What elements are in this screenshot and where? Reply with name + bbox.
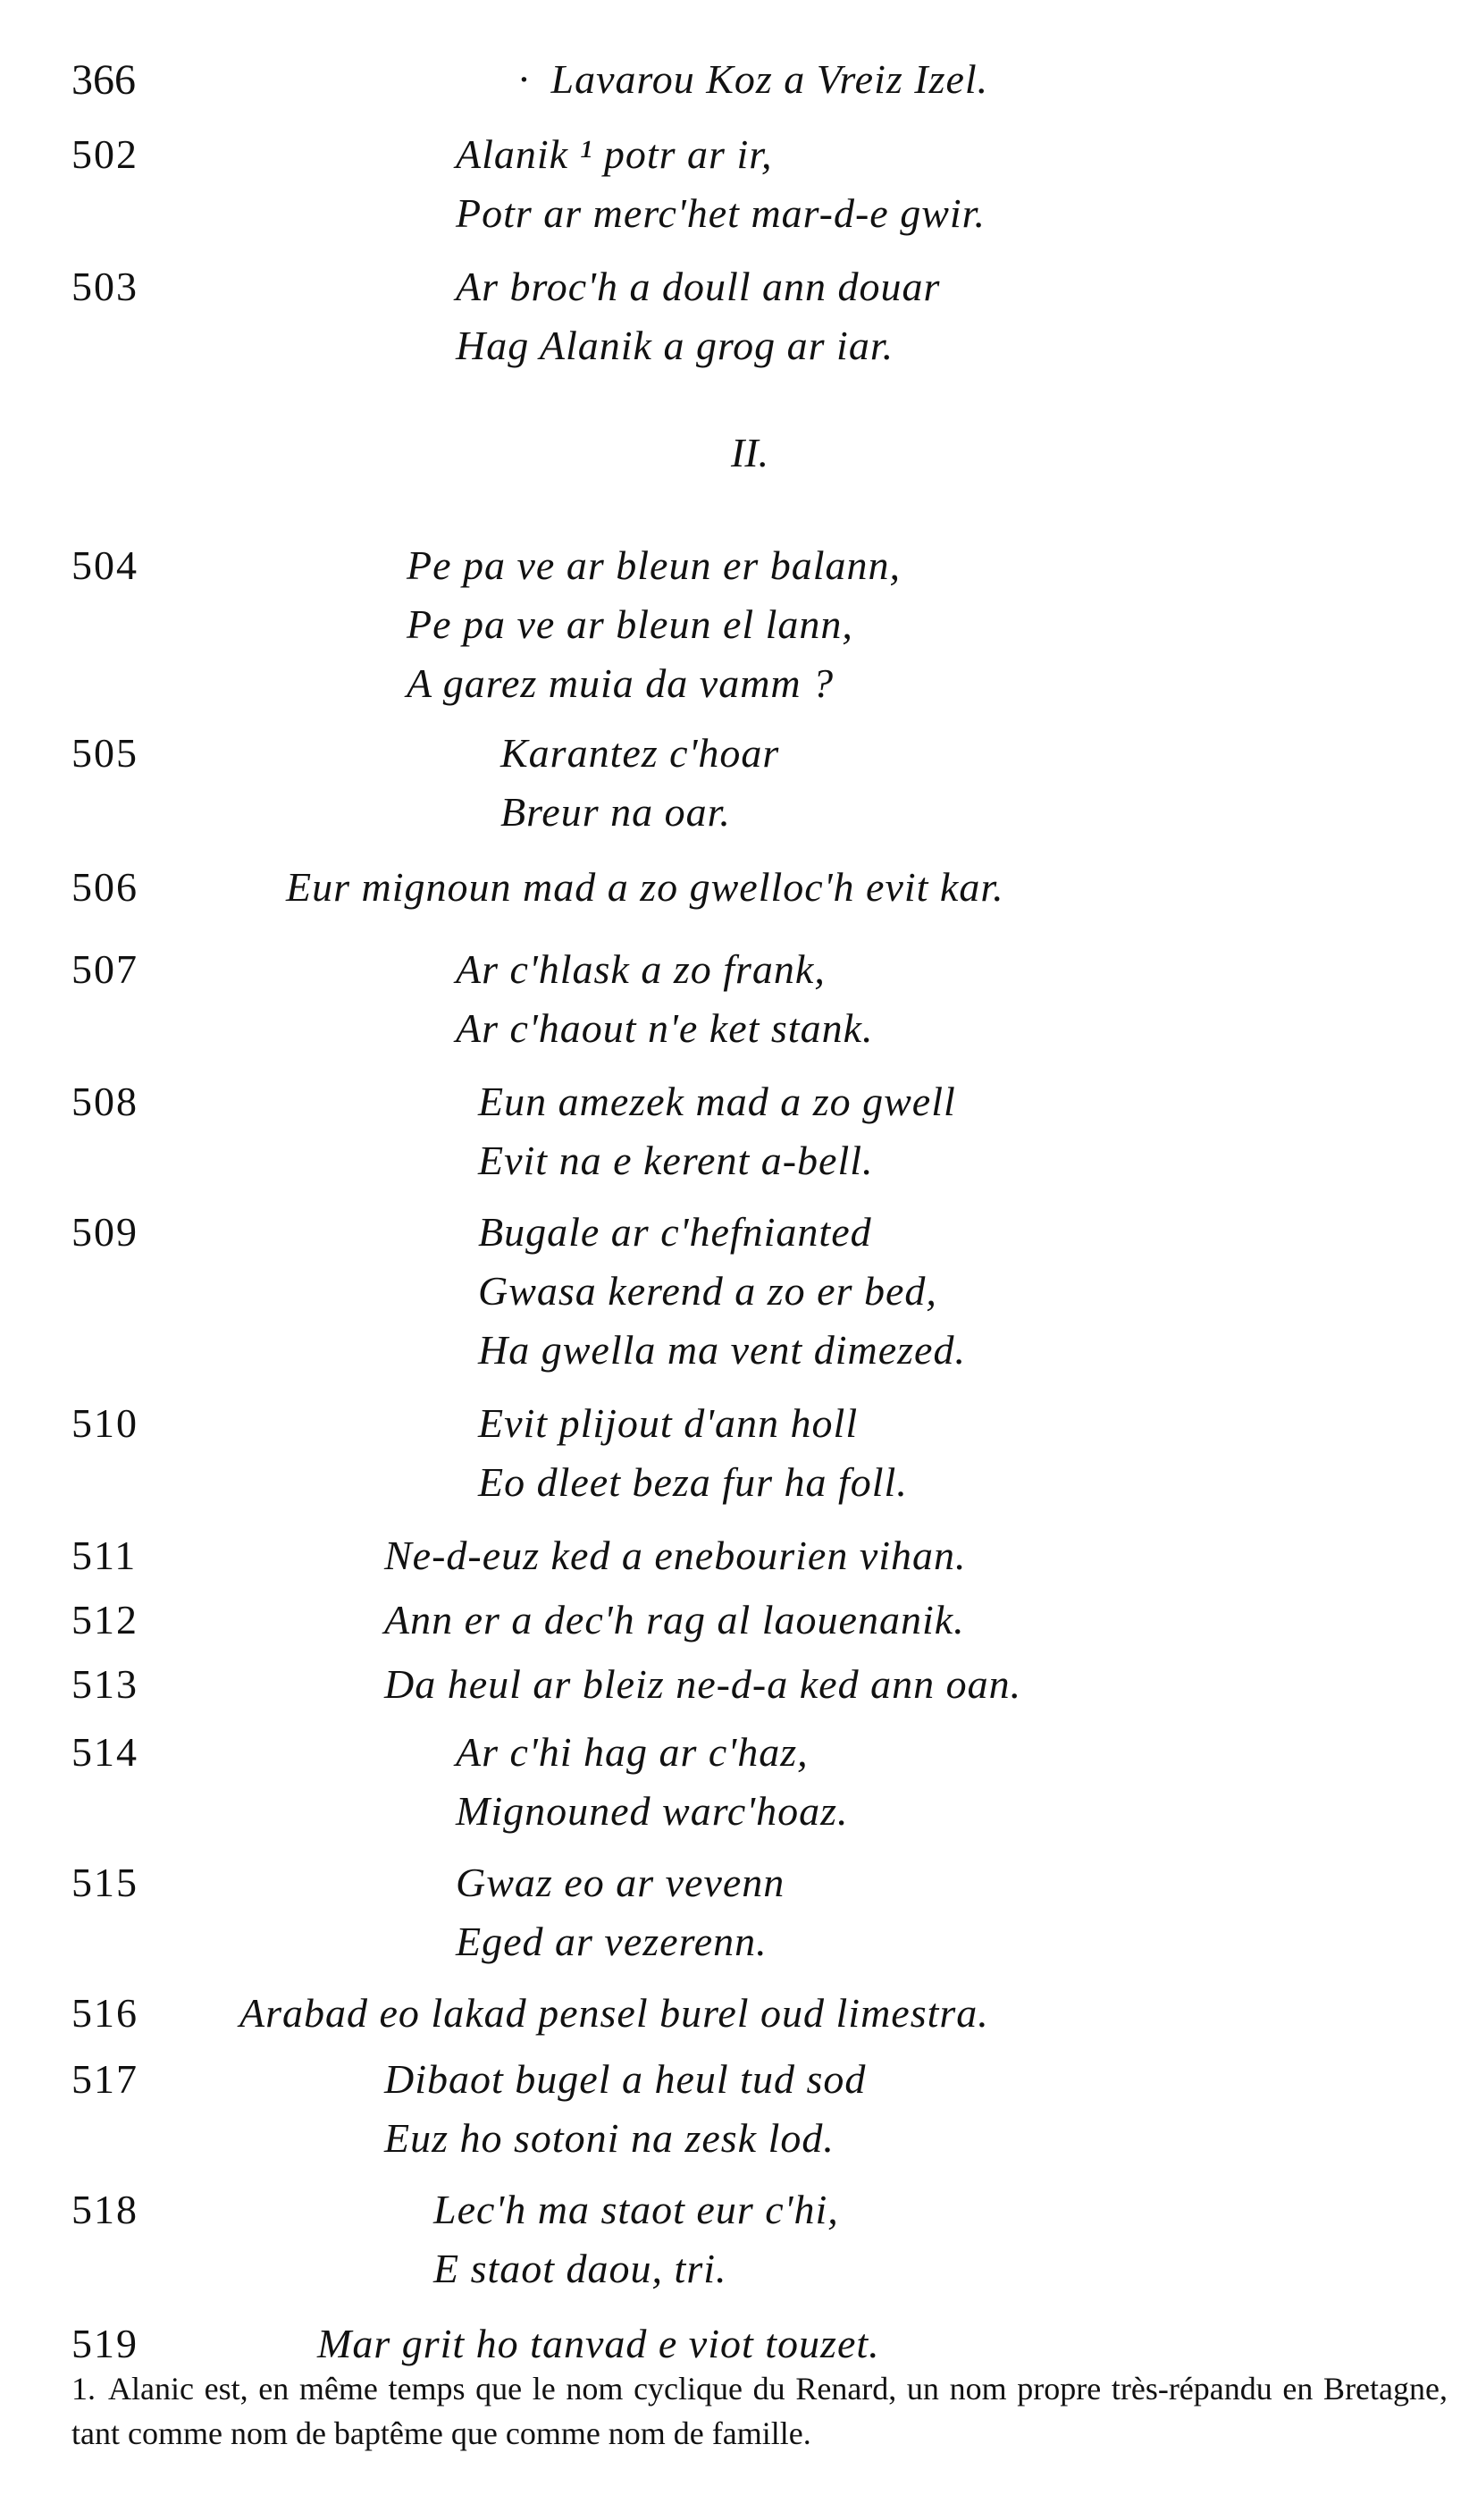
proverb-text [286, 858, 1004, 917]
proverb-number: 514 [71, 1729, 139, 1775]
running-title-text: Lavarou Koz a Vreiz Izel. [550, 56, 989, 102]
proverb-text [407, 536, 901, 713]
proverb-number: 506 [71, 864, 139, 910]
proverb-line: Karantez c'hoar [500, 730, 780, 776]
proverb-line: Mignouned warc'hoaz. [456, 1788, 849, 1834]
proverb-number: 509 [71, 1209, 139, 1255]
proverb-text [239, 1984, 989, 2043]
proverb-number: 507 [71, 946, 139, 992]
proverb-line: Ar broc'h a doull ann douar [456, 264, 941, 309]
proverb-number: 504 [71, 542, 139, 588]
proverb-text [478, 1394, 908, 1512]
footnote-text: Alanic est, en même temps que le nom cyclique du Renard, un nom propre très-répandu en Bretagne, tant comme nom de baptême que comme nom de famille. [71, 2371, 1448, 2451]
proverb-text [384, 1655, 1021, 1714]
proverb-line: Hag Alanik a grog ar iar. [456, 323, 894, 368]
proverb-line: Gwaz eo ar vevenn [456, 1860, 785, 1905]
proverb-text [384, 1591, 965, 1650]
proverb-line: Alanik ¹ potr ar ir, [456, 131, 773, 177]
proverb-line: Ar c'hlask a zo frank, [456, 946, 826, 992]
proverb-number: 510 [71, 1400, 139, 1446]
proverb-number: 503 [71, 264, 139, 309]
footnote-marker: 1. [71, 2371, 96, 2407]
proverb-text [456, 125, 986, 243]
proverb-line: Ann er a dec'h rag al laouenanik. [384, 1597, 965, 1642]
proverb-line: Eo dleet beza fur ha foll. [478, 1459, 908, 1505]
proverb-text [500, 724, 779, 842]
proverb-number: 518 [71, 2187, 139, 2232]
proverb-number: 515 [71, 1860, 139, 1905]
proverb-number: 516 [71, 1990, 139, 2036]
proverb-line: Pe pa ve ar bleun el lann, [407, 601, 853, 647]
proverb-line: Ar c'haout n'e ket stank. [456, 1005, 874, 1051]
proverb-line: Euz ho sotoni na zesk lod. [384, 2115, 835, 2161]
proverb-text [384, 2050, 866, 2168]
proverb-text [456, 940, 874, 1058]
section-heading: II. [731, 430, 769, 475]
proverb-line: Gwasa kerend a zo er bed, [478, 1268, 937, 1314]
proverb-line: Dibaot bugel a heul tud sod [384, 2056, 867, 2102]
proverb-line: Eged ar vezerenn. [456, 1919, 768, 1964]
proverb-number: 502 [71, 131, 139, 177]
proverb-number: 508 [71, 1079, 139, 1124]
footnote [71, 2366, 1448, 2456]
proverb-line: Da heul ar bleiz ne-d-a ked ann oan. [384, 1661, 1022, 1707]
proverb-line: Breur na oar. [500, 789, 731, 835]
proverb-line: Evit na e kerent a-bell. [478, 1138, 874, 1183]
proverb-text [433, 2180, 839, 2298]
proverb-line: Eur mignoun mad a zo gwelloc'h evit kar. [286, 864, 1004, 910]
proverb-number: 505 [71, 730, 139, 776]
proverb-text [384, 1526, 967, 1585]
proverb-line: E staot daou, tri. [433, 2246, 727, 2291]
proverb-line: Lec'h ma staot eur c'hi, [433, 2187, 839, 2232]
proverb-number: 519 [71, 2321, 139, 2366]
proverb-text [317, 2314, 880, 2373]
proverb-line: A garez muia da vamm ? [407, 660, 835, 706]
proverb-line: Ha gwella ma vent dimezed. [478, 1327, 966, 1373]
proverb-line: Potr ar merc'het mar-d-e gwir. [456, 190, 986, 236]
proverb-number: 512 [71, 1597, 139, 1642]
proverb-line: Ar c'hi hag ar c'haz, [456, 1729, 809, 1775]
proverb-text [456, 257, 940, 375]
proverb-line: Pe pa ve ar bleun er balann, [407, 542, 902, 588]
proverb-text [456, 1723, 849, 1841]
header-dot: · [518, 56, 530, 102]
proverb-number: 513 [71, 1661, 139, 1707]
proverb-text [478, 1203, 966, 1380]
proverb-number: 511 [71, 1533, 138, 1578]
proverb-line: Evit plijout d'ann holl [478, 1400, 859, 1446]
proverb-text [478, 1072, 956, 1190]
proverb-number: 517 [71, 2056, 139, 2102]
proverb-line: Arabad eo lakad pensel burel oud limestra. [239, 1990, 989, 2036]
proverb-line: Ne-d-euz ked a enebourien vihan. [384, 1533, 967, 1578]
proverb-line: Eun amezek mad a zo gwell [478, 1079, 956, 1124]
proverb-text [456, 1853, 785, 1971]
proverb-line: Mar grit ho tanvad e viot touzet. [317, 2321, 880, 2366]
page-number: 366 [71, 56, 136, 104]
running-title [518, 55, 988, 103]
proverb-line: Bugale ar c'hefnianted [478, 1209, 872, 1255]
